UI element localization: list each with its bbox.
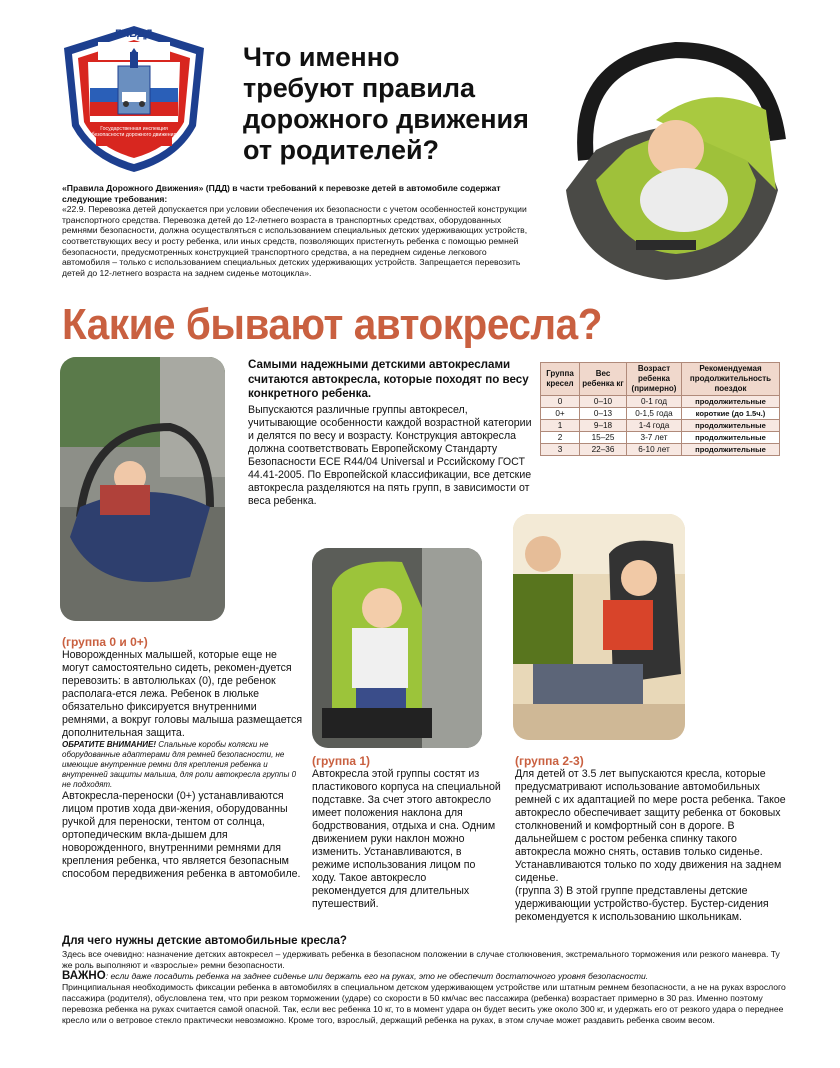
th-weight: Вес ребенка кг	[580, 363, 627, 396]
group1-block	[312, 755, 502, 911]
title-line-3: дорожного движения	[243, 104, 529, 134]
th-group: Группа кресел	[541, 363, 580, 396]
table-header-row	[541, 363, 780, 396]
table-row	[541, 432, 780, 444]
group2-block	[515, 755, 790, 924]
emblem-bottom-text: Государственная инспекция безопасности дорожного движения	[91, 126, 177, 138]
table-cell: 9–18	[580, 420, 627, 432]
emblem-top-text: ГИБДД	[115, 28, 153, 40]
table-cell: продолжительные	[682, 420, 780, 432]
group2-heading: (группа 2-3)	[515, 754, 584, 768]
table-row	[541, 396, 780, 408]
infant-carrier-photo	[556, 40, 792, 288]
th-duration: Рекомендуемая продолжительность поездок	[682, 363, 780, 396]
table-cell: 0	[541, 396, 580, 408]
th-age: Возраст ребенка (примерно)	[627, 363, 682, 396]
group0-warn-label: ОБРАТИТЕ ВНИМАНИЕ!	[62, 740, 157, 749]
title-line-4: от родителей?	[243, 135, 440, 165]
table-cell: 0-1,5 года	[627, 408, 682, 420]
bottom-question: Для чего нужны детские автомобильные кресла?	[62, 935, 347, 947]
bottom-text: Принципиальная необходимость фиксации ребенка в автомобилях в специальном детском удерживающем устройстве или штатным ремнем безопасности, а не на руках взрослого пассажира (родителя), обусловлена тем, что при резком торможении (ударе) со скорости в 50 км/час вес пассажира (ребенка) возрастает примерно в 30 раз. Именно поэтому перевозка ребенка на руках считается самой опасной. Так, если вес ребенка 10 кг, то в момент удара он будет весить уже около 300 кг, и удержать его от резкого удара о переднее кресло или о ветровое стекло практически невозможно. Кроме того, взрослый, держащий ребенка на руках, в этом случае может раздавить ребенка своим весом.	[62, 982, 786, 1025]
table-cell: 0-1 год	[627, 396, 682, 408]
table-cell: 15–25	[580, 432, 627, 444]
gibdd-emblem	[58, 22, 210, 174]
group2-text2: (группа 3) В этой группе представлены детские удерживающии устройство-бустер. Бустер-сидения рекомендуется к использованию школьникам.	[515, 885, 769, 923]
group1-heading: (группа 1)	[312, 754, 371, 768]
intro-block	[248, 358, 533, 508]
rules-text: «22.9. Перевозка детей допускается при условии обеспечения их безопасности с учетом особенностей конструкции транспортного средства. Перевозка детей до 12-летнего возраста в транспортных средствах, оборудованных ремнями безопасности, должна осуществляться с использованием специальных детских удерживающих устройств, соответствующих весу и росту ребенка, или иных средств, позволяющих пристегнуть ребенка с помощью ремней безопасности, предусмотренных конструкцией транспортного средства, а на переднем сиденье легкового автомобиля – только с использованием специальных детских удерживающих устройств. Запрещается перевозить детей до 12-летнего возраста на заднем сиденье мотоцикла».	[62, 204, 528, 278]
bottom-answer: Здесь все очевидно: назначение детских автокресел – удерживать ребенка в безопасном положении в случае столкновения, экстремального торможения или резкого маневра. Ту же роль выполняют и «взрослые» ремни безопасности.	[62, 949, 780, 970]
group1-photo	[312, 548, 482, 748]
table-cell: 2	[541, 432, 580, 444]
bottom-block	[62, 936, 792, 1026]
table-cell: 1	[541, 420, 580, 432]
table-cell: продолжительные	[682, 444, 780, 456]
table-cell: продолжительные	[682, 432, 780, 444]
table-cell: 0–10	[580, 396, 627, 408]
group0-text2: Автокресла-переноски (0+) устанавливаются лицом против хода дви-жения, оборудованны ручкой для переноски, тентом от солнца, ортопедическим вкла-дышем для новорожденного, внутренними ремнями для крепления ребенка, что является безопасным способом передвижения ребенка в автомобиле.	[62, 790, 301, 880]
intro-text: Выпускаются различные группы автокресел, учитывающие особенности каждой возрастной категории и делятся по весу и возрасту. Конструкция автокресла должна соответствовать Европейскому Стандарту Безопасности ECE R44/04 Universal и Рссийскому ГОСТ 44.41-2005. По Европейской классификации, все детские автокресла разделяются на пять групп, в зависимости от веса ребенка.	[248, 403, 532, 507]
rules-block	[62, 183, 532, 278]
intro-lead: Самыми надежными детскими автокреслами считаются автокресла, которые походят по весу конкретного ребенка.	[248, 358, 529, 400]
title-line-1: Что именно	[243, 42, 400, 72]
group1-text: Автокресла этой группы состят из пластикового корпуса на специальной подставке. За счет этого автокресло имеет положения наклона для бодрствования, отдыха и сна. Одним движением руки наклон можно изменить. Устанавливаются, в режиме использования лицом по ходу. Такое автокресло рекомендуется для длительных путешествий.	[312, 768, 501, 910]
table-cell: 3	[541, 444, 580, 456]
section-title: Какие бывают автокресла?	[62, 300, 602, 349]
table-row	[541, 408, 780, 420]
group0-warn-text: Спальные коробы коляски не оборудованные адаптерами для ремней безопасности, не имеющие внутренние ремни для крепления ребенка и внутренней защиты малыша, для роли автокресла группы 0 не подходят.	[62, 740, 297, 789]
table-cell: 22–36	[580, 444, 627, 456]
important-label: ВАЖНО	[62, 970, 106, 982]
group0-text1: Новорожденных малышей, которые еще не могут самостоятельно сидеть, рекомен-дуется перевозить: в автолюльках (0), где ребенок располага-ется лежа. Ребенок в люльке обязательно фиксируется внутренними ремнями, а вокруг головы малыша размещается дополнительная защита.	[62, 649, 303, 739]
table-cell: 6-10 лет	[627, 444, 682, 456]
table-cell: короткие (до 1.5ч.)	[682, 408, 780, 420]
group0-block	[62, 636, 306, 881]
table-cell: 0+	[541, 408, 580, 420]
important-text: : если даже посадить ребенка на заднее сиденье или держать его на руках, это не обеспечит достаточного уровня безопасности.	[105, 971, 649, 981]
title-line-2: требуют правила	[243, 73, 476, 103]
table-row	[541, 444, 780, 456]
group2-text1: Для детей от 3.5 лет выпускаются кресла, которые предусматривают использование автомобильных ремней с их адаптацией по мере роста ребенка. Такое автокресло обеспечивает защиту ребенка от боковых столкновений и комфортный сон в дороге. В дальнейшем с ростом ребенка спинку такого автокресла можно снять, оставив только сиденье. Устанавливаются только по ходу движения на заднем сиденье.	[515, 768, 786, 884]
group0-photo	[60, 357, 225, 621]
table-row	[541, 420, 780, 432]
group2-photo	[513, 514, 685, 740]
table-cell: 0–13	[580, 408, 627, 420]
page-title	[243, 42, 563, 166]
seat-groups-table	[540, 362, 780, 456]
table-cell: 1-4 года	[627, 420, 682, 432]
table-cell: продолжительные	[682, 396, 780, 408]
table-cell: 3-7 лет	[627, 432, 682, 444]
rules-intro: «Правила Дорожного Движения» (ПДД) в части требований к перевозке детей в автомобиле содержат следующие требования:	[62, 183, 501, 204]
group0-heading: (группа 0 и 0+)	[62, 635, 148, 649]
